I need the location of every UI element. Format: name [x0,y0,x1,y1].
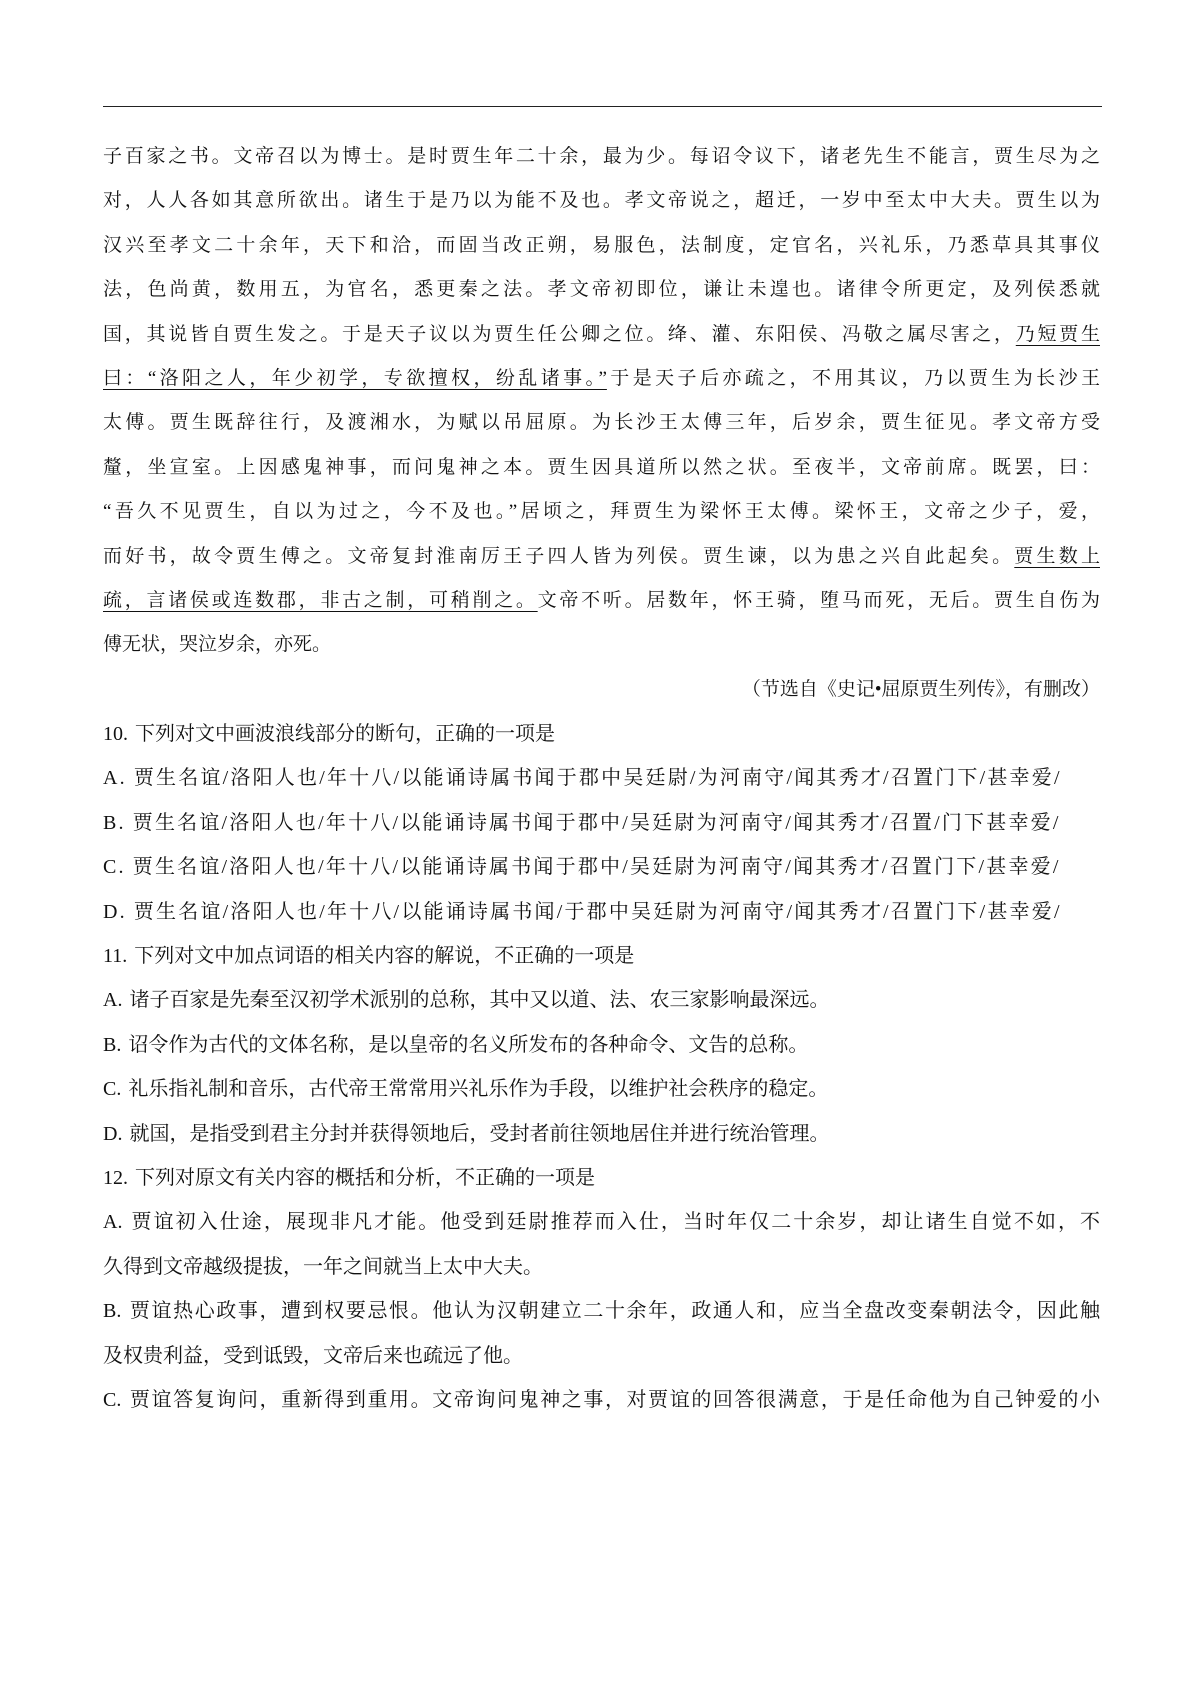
option-label: B. [103,1033,122,1056]
option-label: C. [103,856,126,879]
question-text: 下列对原文有关内容的概括和分析，不正确的一项是 [135,1166,595,1189]
option-b [103,801,1100,845]
option-c [103,1378,1100,1422]
question-stem [103,712,1100,756]
option-text: 贾生名谊/洛阳人也/年十八/以能诵诗属书闻于郡中吴廷尉/为河南守/闻其秀才/召置门下/甚幸爱/ [133,767,1062,790]
question-12 [103,1156,1100,1422]
underlined-sentence: 乃短贾生 [1015,323,1100,345]
option-text: 就国，是指受到君主分封并获得领地后，受封者前往领地居住并进行统治管理。 [129,1122,830,1145]
option-text: 礼乐指礼制和音乐，古代帝王常常用兴礼乐作为手段，以维护社会秩序的稳定。 [128,1078,829,1101]
option-label: B. [103,811,126,834]
option-text: 贾生名谊/洛阳人也/年十八/以能诵诗属书闻于郡中/吴廷尉为河南守/闻其秀才/召置/门下甚幸爱/ [132,811,1061,834]
question-text: 下列对文中加点词语的相关内容的解说，不正确的一项是 [134,945,635,968]
option-text: 诸子百家是先秦至汉初学术派别的总称，其中又以道、法、农三家影响最深远。 [129,989,830,1012]
option-label: B. [103,1300,122,1323]
option-text: 久得到文帝越级提拔，一年之间就当上太中大夫。 [103,1255,543,1278]
passage-line: 釐，坐宣室。上因感鬼神事，而问鬼神之本。贾生因具道所以然之状。至夜半，文帝前席。既罢，曰： [103,456,1100,478]
page-content [103,135,1100,1422]
header-rule [103,106,1102,107]
option-d [103,890,1100,934]
passage-line: 子百家之书。文帝召以为博士。是时贾生年二十余，最为少。每诏令议下，诸老先生不能言，贾生尽为之 [103,146,1100,167]
question-number: 10. [103,723,128,746]
question-text: 下列对文中画波浪线部分的断句，正确的一项是 [135,723,555,746]
option-label: C. [103,1388,122,1411]
passage-text: 于是天子后亦疏之，不用其议，乃以贾生为长沙王 [606,367,1100,389]
option-b [103,1023,1100,1067]
option-text: 诏令作为古代的文体名称，是以皇帝的名义所发布的各种命令、文告的总称。 [128,1033,809,1056]
question-stem [103,1156,1100,1200]
passage-text: 国，其说皆自贾生发之。于是天子议以为贾生任公卿之位。绛、灌、东阳侯、冯敬之属尽害之， [103,323,1016,345]
underlined-sentence: 曰：“洛阳之人，年少初学，专欲擅权，纷乱诸事。” [103,367,607,389]
option-label: A. [103,1211,123,1234]
passage-line: 汉兴至孝文二十余年，天下和洽，而固当改正朔，易服色，法制度，定官名，兴礼乐，乃悉草具其事仪 [103,234,1100,256]
underlined-sentence: 贾生数上 [1014,545,1100,567]
passage-text: 文帝不听。居数年，怀王骑，堕马而死，无后。贾生自伤为 [537,589,1100,611]
passage-line: “吾久不见贾生，自以为过之，今不及也。”居顷之，拜贾生为梁怀王太傅。梁怀王，文帝之少子，爱， [103,501,1100,523]
passage-line [103,313,1100,357]
passage-line [103,357,1100,401]
option-text: 贾谊热心政事，遭到权要忌恨。他认为汉朝建立二十余年，政通人和，应当全盘改变秦朝法令，因此触 [128,1300,1100,1323]
option-c [103,1067,1100,1111]
passage-line [103,579,1100,623]
option-text: 贾谊初入仕途，展现非凡才能。他受到廷尉推荐而入仕，当时年仅二十余岁，却让诸生自觉不如，不 [129,1211,1100,1234]
passage-line: 太傅。贾生既辞往行，及渡湘水，为赋以吊屈原。为长沙王太傅三年，后岁余，贾生征见。孝文帝方受 [103,412,1100,434]
option-label: D. [103,900,127,923]
option-a [103,978,1100,1022]
passage-line: 对，人人各如其意所欲出。诸生于是乃以为能不及也。孝文帝说之，超迁，一岁中至太中大夫。贾生以为 [103,190,1100,212]
option-b [103,1289,1100,1333]
option-text: 及权贵利益，受到诋毁，文帝后来也疏远了他。 [103,1344,523,1367]
option-text: 贾生名谊/洛阳人也/年十八/以能诵诗属书闻于郡中/吴廷尉为河南守/闻其秀才/召置门下/甚幸爱/ [132,856,1061,879]
option-text: 贾生名谊/洛阳人也/年十八/以能诵诗属书闻/于郡中吴廷尉为河南守/闻其秀才/召置门下/甚幸爱/ [133,900,1062,923]
question-number: 12. [103,1166,128,1189]
question-number: 11. [103,945,128,968]
question-11 [103,934,1100,1156]
question-10 [103,712,1100,934]
underlined-sentence: 疏，言诸侯或连数郡，非古之制，可稍削之。 [103,589,538,611]
passage-line: 傅无状，哭泣岁余，亦死。 [103,634,332,656]
option-label: C. [103,1078,122,1101]
option-label: A. [103,767,127,790]
option-text: 贾谊答复询问，重新得到重用。文帝询问鬼神之事，对贾谊的回答很满意，于是任命他为自己钟爱的小 [128,1388,1100,1411]
option-b-continued [103,1334,1100,1378]
passage [103,135,1100,668]
passage-line: 法，色尚黄，数用五，为官名，悉更秦之法。孝文帝初即位，谦让未遑也。诸律令所更定，及列侯悉就 [103,279,1100,301]
passage-line [103,535,1100,579]
option-label: D. [103,1122,123,1145]
passage-text: 而好书，故令贾生傅之。文帝复封淮南厉王子四人皆为列侯。贾生谏，以为患之兴自此起矣。 [103,545,1015,567]
source-citation: （节选自《史记•屈原贾生列传》，有删改） [741,678,1100,700]
option-a [103,756,1100,800]
question-stem [103,934,1100,978]
option-a-continued [103,1245,1100,1289]
option-d [103,1112,1100,1156]
option-a [103,1200,1100,1244]
option-label: A. [103,989,123,1012]
option-c [103,845,1100,889]
